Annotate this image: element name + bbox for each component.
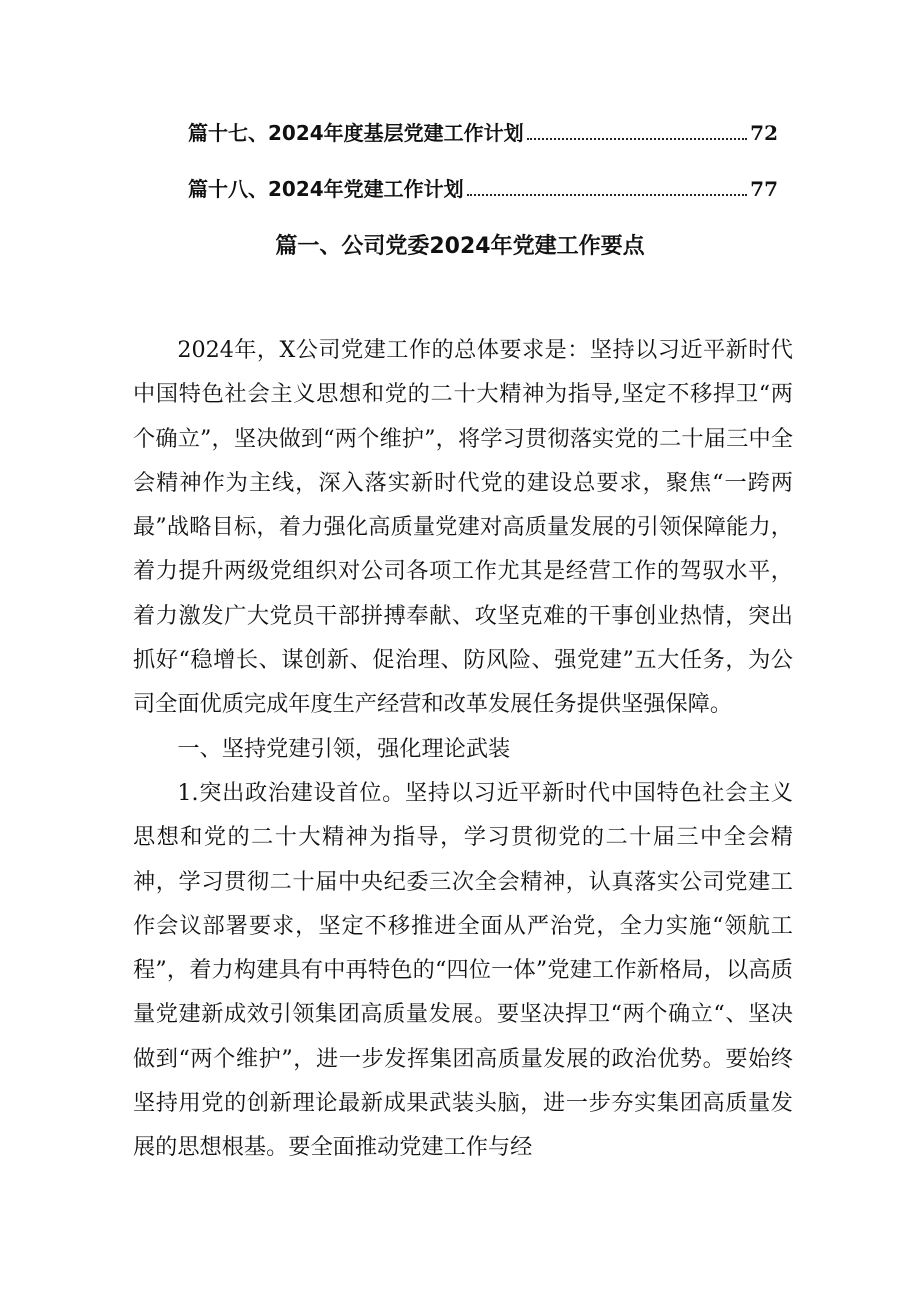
toc-dot-leader (527, 138, 747, 140)
toc-entry-title: 篇十八、2024年党建工作计划 (188, 177, 464, 201)
toc-entry[interactable] (188, 173, 778, 202)
paragraph-item-1: 1.突出政治建设首位。坚持以习近平新时代中国特色社会主义思想和党的二十大精神为指导，学习贯彻党的二十届三中全会精神，学习贯彻二十届中央纪委三次全会精神，认真落实公司党建工作会议部署要求，坚定不移推进全面从严治党，全力实施“领航工程”，着力构建具有中再特色的“四位一体”党建工作新格局，以高质量党建新成效引领集团高质量发展。要坚决捍卫“两个确立“、坚决做到“两个维护”，进一步发挥集团高质量发展的政治优势。要始终坚持用党的创新理论最新成果武装头脑，进一步夯实集团高质量发展的思想根基。要全面推动党建工作与经 (133, 779, 793, 1161)
toc-entry[interactable] (188, 117, 778, 146)
toc-dot-leader (467, 194, 747, 196)
toc-entry-page: 77 (750, 177, 778, 201)
section-heading: 篇一、公司党委2024年党建工作要点 (275, 234, 645, 259)
document-body (133, 328, 793, 1170)
toc-entry-title: 篇十七、2024年度基层党建工作计划 (188, 121, 524, 145)
paragraph-intro: 2024年，X公司党建工作的总体要求是：坚持以习近平新时代中国特色社会主义思想和党的二十大精神为指导,坚定不移捍卫“两个确立”，坚决做到“两个维护”，将学习贯彻落实党的二十届三中全会精神作为主线，深入落实新时代党的建设总要求，聚焦“一跨两最”战略目标，着力强化高质量党建对高质量发展的引领保障能力，着力提升两级党组织对公司各项工作尤其是经营工作的驾驭水平，着力激发广大党员干部拼搏奉献、攻坚克难的干事创业热情，突出抓好“稳增长、谋创新、促治理、防风险、强党建”五大任务，为公司全面优质完成年度生产经营和改革发展任务提供坚强保障。 (133, 337, 793, 718)
toc-entry-page: 72 (750, 121, 778, 145)
paragraph-section-title: 一、坚持党建引领，强化理论武装 (177, 735, 511, 762)
